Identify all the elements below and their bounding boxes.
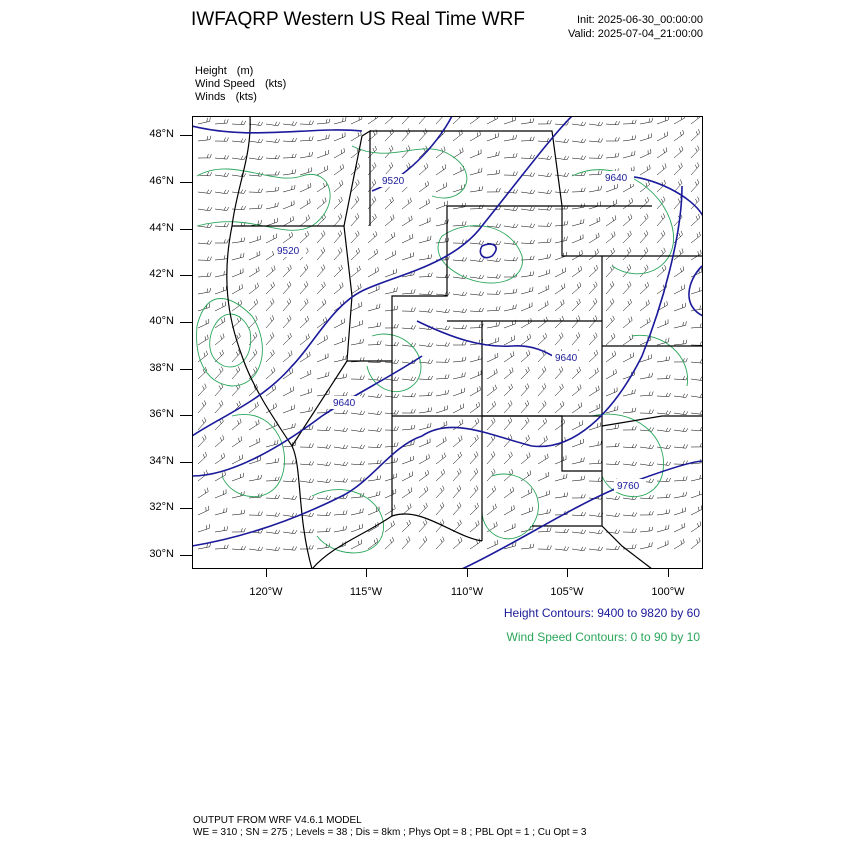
field-list (195, 65, 286, 104)
lat-tick (180, 229, 192, 230)
height-label: 9520 (277, 246, 300, 257)
lon-label: 110°W (450, 586, 484, 598)
run-times (568, 13, 703, 41)
map-panel (192, 116, 703, 569)
valid-time: Valid: 2025-07-04_21:00:00 (568, 28, 703, 40)
lon-tick (266, 569, 267, 577)
lon-tick (366, 569, 367, 577)
lat-label: 44°N (149, 222, 174, 234)
lat-tick (180, 135, 192, 136)
height-label: 9640 (605, 173, 628, 184)
height-label: 9760 (617, 481, 640, 492)
field-unit: (kts) (235, 91, 257, 103)
model-version: OUTPUT FROM WRF V4.6.1 MODEL (193, 815, 362, 826)
lat-label: 36°N (149, 408, 174, 420)
height-label: 9520 (382, 176, 405, 187)
model-config: WE = 310 ; SN = 275 ; Levels = 38 ; Dis = 8km ; Phys Opt = 8 ; PBL Opt = 1 ; Cu Opt = 3 (193, 827, 587, 838)
field-winds (195, 91, 286, 104)
field-name: Wind Speed (195, 78, 255, 90)
lon-label: 120°W (249, 586, 283, 598)
lat-tick (180, 508, 192, 509)
init-time: Init: 2025-06-30_00:00:00 (577, 14, 703, 26)
lat-label: 48°N (149, 128, 174, 140)
lat-label: 46°N (149, 175, 174, 187)
field-unit: (m) (236, 65, 254, 77)
lat-tick (180, 182, 192, 183)
lon-tick (668, 569, 669, 577)
lon-tick (567, 569, 568, 577)
lat-label: 42°N (149, 268, 174, 280)
wind-contour-legend: Wind Speed Contours: 0 to 90 by 10 (506, 630, 700, 644)
lat-tick (180, 462, 192, 463)
lon-label: 100°W (651, 586, 685, 598)
lat-tick (180, 555, 192, 556)
map-title: IWFAQRP Western US Real Time WRF (191, 9, 525, 30)
height-contour-legend: Height Contours: 9400 to 9820 by 60 (503, 606, 700, 620)
lat-tick (180, 322, 192, 323)
lon-tick (467, 569, 468, 577)
model-footer (193, 815, 586, 839)
lat-label: 32°N (149, 501, 174, 513)
height-label: 9640 (555, 353, 578, 364)
lat-tick (180, 275, 192, 276)
field-name: Winds (195, 91, 226, 103)
field-name: Height (195, 65, 227, 77)
height-label: 9640 (333, 398, 356, 409)
lat-label: 40°N (149, 315, 174, 327)
lat-tick (180, 369, 192, 370)
lon-label: 105°W (550, 586, 584, 598)
lat-label: 34°N (149, 455, 174, 467)
field-wind-speed (195, 78, 286, 91)
field-height (195, 65, 286, 78)
lat-label: 38°N (149, 362, 174, 374)
lon-label: 115°W (349, 586, 383, 598)
field-unit: (kts) (264, 78, 287, 90)
lat-label: 30°N (149, 548, 174, 560)
lat-tick (180, 415, 192, 416)
